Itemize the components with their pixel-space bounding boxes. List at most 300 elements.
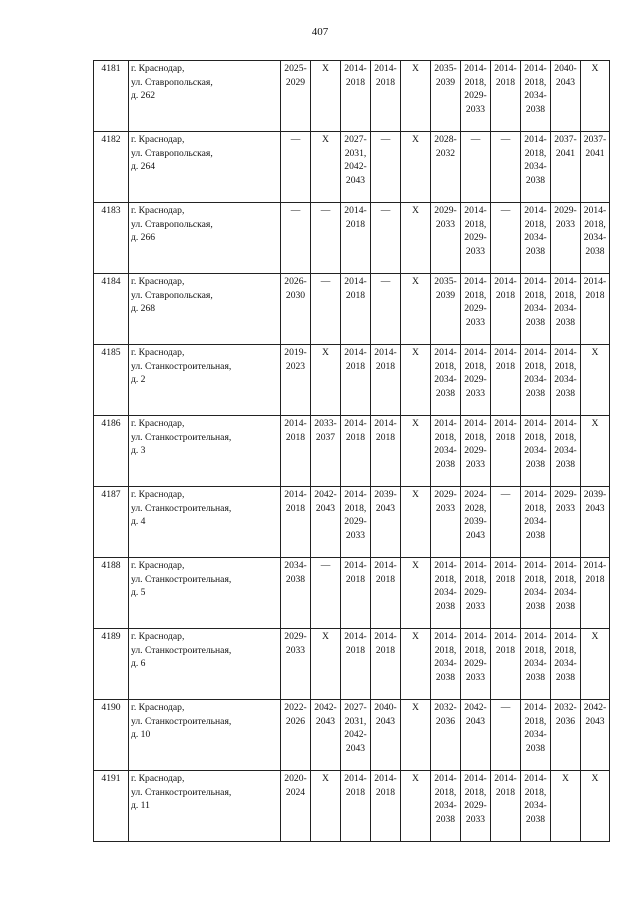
period-cell — [341, 416, 371, 487]
table-row — [94, 345, 610, 416]
period-line: 2033 — [555, 502, 576, 514]
period-line: 2033 — [465, 316, 486, 328]
period-cell — [521, 203, 551, 274]
period-line: 2038 — [525, 671, 546, 683]
period-line: 2018 — [345, 289, 366, 301]
period-line: 2018 — [345, 644, 366, 656]
period-line: 2014- — [464, 418, 487, 429]
row-number: 4191 — [94, 771, 129, 842]
period-cell — [551, 700, 581, 771]
period-line: 2018, — [344, 502, 367, 514]
period-line: 2033 — [465, 387, 486, 399]
period-line: 2034- — [524, 445, 547, 457]
period-line: 2042- — [344, 161, 367, 173]
period-line: 2043 — [315, 502, 336, 514]
period-cell — [401, 416, 431, 487]
period-line: 2034- — [524, 90, 547, 102]
period-line: X — [412, 702, 419, 713]
address-line: ул. Ставропольская, — [131, 218, 213, 230]
period-line: 2027- — [344, 134, 367, 145]
period-line: 2038 — [525, 529, 546, 541]
period-cell — [311, 558, 341, 629]
period-line: 2014- — [494, 63, 517, 74]
period-line: — — [290, 134, 301, 145]
period-cell — [371, 629, 401, 700]
period-line: 2034- — [434, 445, 457, 457]
period-cell — [461, 771, 491, 842]
period-line: 2042- — [464, 702, 487, 713]
address-line: г. Краснодар, — [131, 63, 185, 74]
row-number: 4189 — [94, 629, 129, 700]
period-line: 2018 — [345, 573, 366, 585]
period-cell — [281, 700, 311, 771]
period-cell — [371, 771, 401, 842]
period-cell — [311, 487, 341, 558]
period-cell — [281, 345, 311, 416]
period-line: 2018, — [524, 289, 547, 301]
period-cell — [491, 487, 521, 558]
period-line: 2038 — [525, 600, 546, 612]
period-line: 2041 — [555, 147, 576, 159]
address-line: г. Краснодар, — [131, 702, 185, 713]
period-line: 2018, — [524, 76, 547, 88]
period-line: 2018, — [524, 573, 547, 585]
period-line: 2018, — [554, 644, 577, 656]
address-line: г. Краснодар, — [131, 276, 185, 287]
period-line: 2014- — [374, 63, 397, 74]
period-line: 2018, — [554, 431, 577, 443]
period-cell — [491, 629, 521, 700]
period-line: 2038 — [435, 458, 456, 470]
period-cell — [311, 345, 341, 416]
period-cell — [581, 700, 610, 771]
period-line: 2038 — [555, 600, 576, 612]
period-line: — — [290, 205, 301, 216]
period-cell — [311, 274, 341, 345]
period-line: 2014- — [434, 773, 457, 784]
address-cell — [129, 629, 281, 700]
period-line: 2018 — [495, 786, 516, 798]
period-line: — — [500, 205, 511, 216]
period-cell — [551, 61, 581, 132]
address-line: д. 5 — [131, 587, 146, 599]
period-cell — [491, 558, 521, 629]
period-cell — [431, 558, 461, 629]
period-line: — — [320, 276, 331, 287]
address-line: ул. Ставропольская, — [131, 76, 213, 88]
address-cell — [129, 558, 281, 629]
period-line: 2033 — [345, 529, 366, 541]
period-cell — [401, 700, 431, 771]
table-row — [94, 416, 610, 487]
period-cell — [551, 345, 581, 416]
period-line: 2014- — [464, 347, 487, 358]
period-line: 2018 — [585, 573, 605, 585]
period-line: 2043 — [375, 715, 396, 727]
period-cell — [341, 203, 371, 274]
period-line: 2014- — [494, 560, 517, 571]
period-cell — [341, 558, 371, 629]
period-line: 2018, — [464, 786, 487, 798]
period-line: X — [412, 489, 419, 500]
period-line: 2038 — [435, 387, 456, 399]
period-line: 2029 — [285, 76, 306, 88]
period-line: 2043 — [465, 715, 486, 727]
period-line: X — [322, 63, 329, 74]
period-line: 2014- — [554, 276, 577, 287]
period-cell — [341, 487, 371, 558]
address-line: г. Краснодар, — [131, 347, 185, 358]
period-cell — [491, 416, 521, 487]
period-line: 2029- — [464, 303, 487, 315]
address-line: д. 264 — [131, 161, 156, 173]
period-line: X — [322, 631, 329, 642]
page-number: 407 — [311, 26, 329, 38]
address-line: ул. Ставропольская, — [131, 147, 213, 159]
period-line: 2014- — [434, 347, 457, 358]
address-line: г. Краснодар, — [131, 631, 185, 642]
period-line: 2038 — [285, 573, 306, 585]
period-cell — [401, 345, 431, 416]
period-line: — — [380, 134, 391, 145]
period-cell — [281, 132, 311, 203]
period-line: 2018, — [464, 644, 487, 656]
period-line: 2014- — [524, 134, 547, 145]
address-line: ул. Станкостроительная, — [131, 644, 232, 656]
period-line: 2029- — [464, 587, 487, 599]
period-line: 2018 — [375, 76, 396, 88]
period-line: 2014- — [554, 631, 577, 642]
period-line: 2034- — [434, 374, 457, 386]
period-line: 2014- — [494, 773, 517, 784]
period-line: 2041 — [585, 147, 605, 159]
period-line: 2020- — [284, 773, 307, 784]
period-cell — [551, 487, 581, 558]
table-row — [94, 274, 610, 345]
period-line: 2033 — [555, 218, 576, 230]
period-line: 2018, — [434, 786, 457, 798]
period-cell — [371, 203, 401, 274]
period-cell — [341, 345, 371, 416]
period-line: 2039- — [583, 489, 607, 500]
period-line: 2014- — [434, 560, 457, 571]
period-line: 2014- — [344, 63, 367, 74]
period-line: — — [320, 560, 331, 571]
period-cell — [401, 771, 431, 842]
period-line: 2029- — [464, 374, 487, 386]
period-line: 2033 — [465, 600, 486, 612]
period-line: 2034- — [524, 516, 547, 528]
period-line: X — [412, 63, 419, 74]
period-line: 2014- — [524, 702, 547, 713]
period-line: 2014- — [464, 631, 487, 642]
period-line: 2038 — [555, 387, 576, 399]
address-line: ул. Ставропольская, — [131, 289, 213, 301]
period-line: 2018, — [524, 147, 547, 159]
period-line: 2031, — [344, 715, 367, 727]
table-row — [94, 700, 610, 771]
address-line: г. Краснодар, — [131, 560, 185, 571]
period-cell — [581, 61, 610, 132]
address-cell — [129, 132, 281, 203]
period-line: 2018, — [524, 715, 547, 727]
period-line: 2014- — [464, 276, 487, 287]
period-line: 2034- — [524, 303, 547, 315]
period-cell — [371, 61, 401, 132]
period-cell — [341, 132, 371, 203]
address-line: д. 266 — [131, 232, 156, 244]
period-line: 2018, — [524, 431, 547, 443]
period-line: 2014- — [494, 631, 517, 642]
period-line: 2042- — [314, 489, 337, 500]
period-line: 2033 — [435, 502, 456, 514]
period-line: 2034- — [554, 445, 577, 457]
period-cell — [521, 274, 551, 345]
period-line: 2022- — [284, 702, 307, 713]
period-line: 2037- — [583, 134, 607, 145]
period-cell — [431, 274, 461, 345]
period-line: 2014- — [344, 560, 367, 571]
period-cell — [311, 203, 341, 274]
period-cell — [371, 558, 401, 629]
period-cell — [461, 345, 491, 416]
period-line: 2038 — [555, 316, 576, 328]
period-line: X — [591, 418, 599, 429]
period-cell — [581, 274, 610, 345]
period-cell — [401, 558, 431, 629]
period-line: 2014- — [554, 418, 577, 429]
period-cell — [371, 416, 401, 487]
period-line: 2018, — [524, 360, 547, 372]
period-line: 2018 — [285, 502, 306, 514]
period-line: 2025- — [284, 63, 307, 74]
period-line: 2018, — [524, 786, 547, 798]
period-line: X — [591, 773, 599, 784]
period-line: 2038 — [525, 245, 546, 257]
period-line: 2014- — [464, 773, 487, 784]
row-number: 4185 — [94, 345, 129, 416]
period-line: — — [320, 205, 331, 216]
period-line: 2018 — [345, 360, 366, 372]
period-line: 2014- — [524, 489, 547, 500]
row-number: 4181 — [94, 61, 129, 132]
period-cell — [491, 345, 521, 416]
period-line: 2018 — [345, 76, 366, 88]
period-line: 2037- — [554, 134, 577, 145]
period-cell — [491, 203, 521, 274]
period-cell — [521, 132, 551, 203]
period-cell — [371, 345, 401, 416]
table-row — [94, 487, 610, 558]
period-line: 2034- — [554, 587, 577, 599]
period-cell — [521, 345, 551, 416]
period-line: 2014- — [434, 418, 457, 429]
period-line: 2018 — [495, 360, 516, 372]
period-cell — [581, 203, 610, 274]
period-line: 2014- — [583, 205, 607, 216]
period-line: 2018, — [554, 289, 577, 301]
period-line: 2018 — [495, 573, 516, 585]
period-cell — [521, 700, 551, 771]
table-row — [94, 203, 610, 274]
address-line: ул. Станкостроительная, — [131, 786, 232, 798]
row-number: 4187 — [94, 487, 129, 558]
period-line: X — [412, 347, 419, 358]
period-cell — [311, 629, 341, 700]
address-cell — [129, 416, 281, 487]
table-body — [94, 61, 610, 842]
period-line: 2029- — [284, 631, 307, 642]
period-line: — — [500, 702, 511, 713]
period-line: — — [470, 134, 481, 145]
period-line: 2043 — [465, 529, 486, 541]
address-line: д. 268 — [131, 303, 156, 315]
row-number: 4182 — [94, 132, 129, 203]
period-cell — [281, 203, 311, 274]
schedule-table — [93, 60, 610, 842]
period-cell — [461, 416, 491, 487]
address-line: г. Краснодар, — [131, 418, 185, 429]
period-line: 2043 — [585, 715, 605, 727]
period-line: 2034- — [434, 800, 457, 812]
period-line: 2038 — [555, 458, 576, 470]
period-line: 2014- — [554, 560, 577, 571]
period-cell — [311, 700, 341, 771]
address-line: г. Краснодар, — [131, 134, 185, 145]
period-line: 2039- — [374, 489, 397, 500]
period-line: 2023 — [285, 360, 306, 372]
period-line: 2018 — [375, 786, 396, 798]
period-line: 2034- — [583, 232, 607, 244]
period-line: 2018, — [464, 431, 487, 443]
address-cell — [129, 771, 281, 842]
period-line: 2014- — [374, 560, 397, 571]
period-line: 2029- — [464, 800, 487, 812]
period-line: 2039 — [435, 76, 456, 88]
address-line: ул. Станкостроительная, — [131, 502, 232, 514]
period-line: 2033 — [465, 813, 486, 825]
period-line: 2018, — [554, 573, 577, 585]
period-line: X — [322, 134, 329, 145]
period-line: X — [412, 560, 419, 571]
period-line: 2029- — [464, 445, 487, 457]
table-row — [94, 132, 610, 203]
row-number: 4184 — [94, 274, 129, 345]
period-line: 2026 — [285, 715, 306, 727]
period-line: 2034- — [524, 374, 547, 386]
period-line: 2029- — [554, 205, 577, 216]
period-line: 2014- — [524, 560, 547, 571]
period-line: X — [591, 631, 599, 642]
period-cell — [401, 203, 431, 274]
period-line: 2034- — [554, 374, 577, 386]
period-line: 2018 — [375, 360, 396, 372]
period-line: 2034- — [524, 232, 547, 244]
period-line: 2033- — [314, 418, 337, 429]
period-line: 2018, — [464, 218, 487, 230]
period-line: 2018 — [495, 76, 516, 88]
period-cell — [521, 558, 551, 629]
period-line: 2033 — [465, 245, 486, 257]
row-number: 4183 — [94, 203, 129, 274]
period-cell — [281, 487, 311, 558]
row-number: 4186 — [94, 416, 129, 487]
period-cell — [341, 61, 371, 132]
period-line: X — [412, 134, 419, 145]
address-line: г. Краснодар, — [131, 205, 185, 216]
period-line: 2031, — [344, 147, 367, 159]
table-row — [94, 61, 610, 132]
period-line: — — [380, 276, 391, 287]
period-cell — [311, 771, 341, 842]
period-cell — [431, 345, 461, 416]
period-line: 2014- — [284, 489, 307, 500]
period-line: 2014- — [524, 418, 547, 429]
period-line: X — [412, 205, 419, 216]
period-line: 2040- — [554, 63, 577, 74]
period-cell — [521, 416, 551, 487]
period-line: 2018, — [464, 573, 487, 585]
period-cell — [461, 700, 491, 771]
address-line: д. 2 — [131, 374, 146, 386]
period-cell — [521, 487, 551, 558]
address-line: ул. Станкостроительная, — [131, 431, 232, 443]
period-line: 2039 — [435, 289, 456, 301]
period-line: 2014- — [583, 560, 607, 571]
period-line: 2014- — [374, 773, 397, 784]
period-cell — [461, 203, 491, 274]
period-line: 2043 — [345, 742, 366, 754]
period-cell — [491, 700, 521, 771]
period-cell — [491, 61, 521, 132]
period-line: 2042- — [314, 702, 337, 713]
period-line: 2038 — [525, 458, 546, 470]
period-cell — [281, 61, 311, 132]
period-line: 2027- — [344, 702, 367, 713]
period-line: 2042- — [344, 729, 367, 741]
period-line: 2032- — [434, 702, 457, 713]
period-line: 2014- — [344, 347, 367, 358]
period-line: 2014- — [524, 205, 547, 216]
period-line: — — [500, 134, 511, 145]
period-cell — [371, 487, 401, 558]
period-line: 2033 — [465, 103, 486, 115]
period-cell — [551, 416, 581, 487]
period-line: 2024 — [285, 786, 306, 798]
period-line: 2014- — [374, 631, 397, 642]
period-line: 2014- — [554, 347, 577, 358]
period-cell — [491, 771, 521, 842]
period-cell — [431, 629, 461, 700]
period-line: 2034- — [524, 587, 547, 599]
table-row — [94, 629, 610, 700]
period-cell — [431, 771, 461, 842]
period-cell — [431, 700, 461, 771]
period-line: 2028- — [434, 134, 457, 145]
period-line: 2034- — [554, 303, 577, 315]
period-line: 2033 — [465, 458, 486, 470]
period-cell — [341, 771, 371, 842]
period-line: 2018, — [524, 644, 547, 656]
address-cell — [129, 274, 281, 345]
period-line: 2029- — [434, 205, 457, 216]
period-line: 2014- — [524, 347, 547, 358]
period-cell — [401, 132, 431, 203]
period-line: 2018, — [434, 644, 457, 656]
period-line: 2030 — [285, 289, 306, 301]
period-line: 2029- — [554, 489, 577, 500]
period-line: 2014- — [494, 276, 517, 287]
